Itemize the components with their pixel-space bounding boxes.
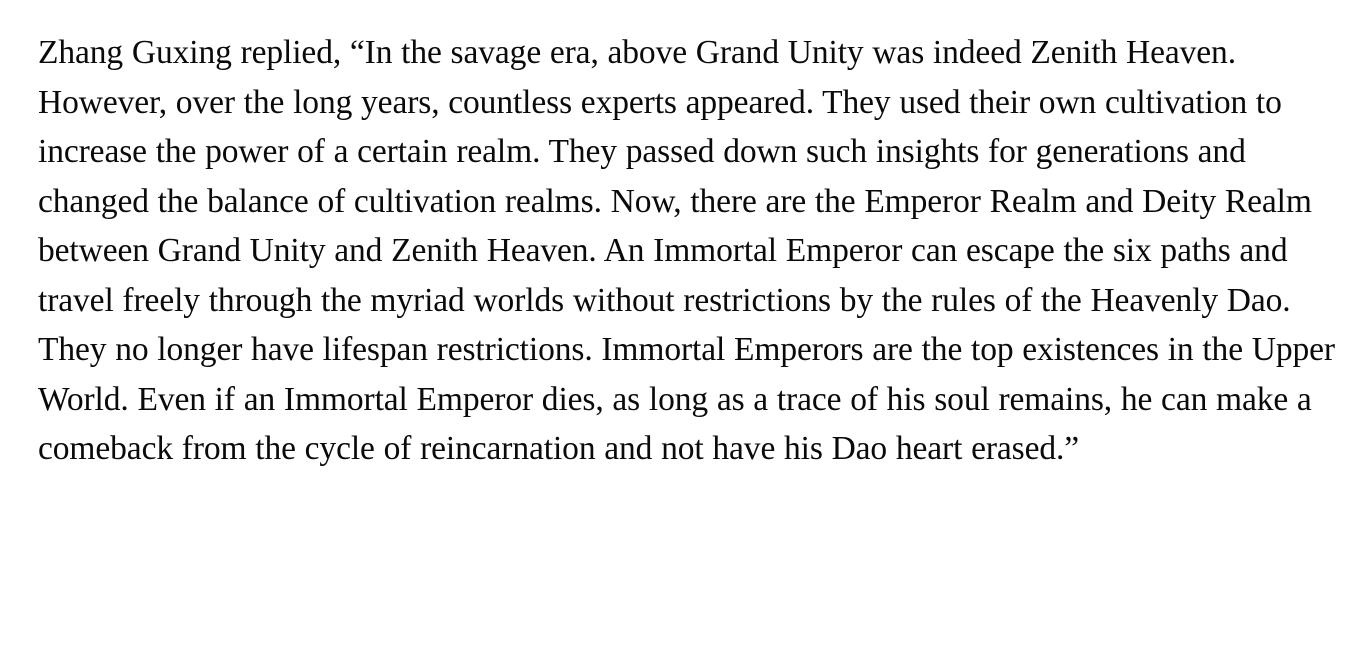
document-paragraph: Zhang Guxing replied, “In the savage era, above Grand Unity was indeed Zenith Heaven. However, over the long years, countless experts appeared. They used their own cultivation to increase the power of a certain realm. They passed down such insights for generations and changed the balance of cultivation realms. Now, there are the Emperor Realm and Deity Realm between Grand Unity and Zenith Heaven. An Immortal Emperor can escape the six paths and travel freely through the myriad worlds without restrictions by the rules of the Heavenly Dao. They no longer have lifespan restrictions. Immortal Emperors are the top existences in the Upper World. Even if an Immortal Emperor dies, as long as a trace of his soul remains, he can make a comeback from the cycle of reincarnation and not have his Dao heart erased.”: [38, 34, 1344, 467]
